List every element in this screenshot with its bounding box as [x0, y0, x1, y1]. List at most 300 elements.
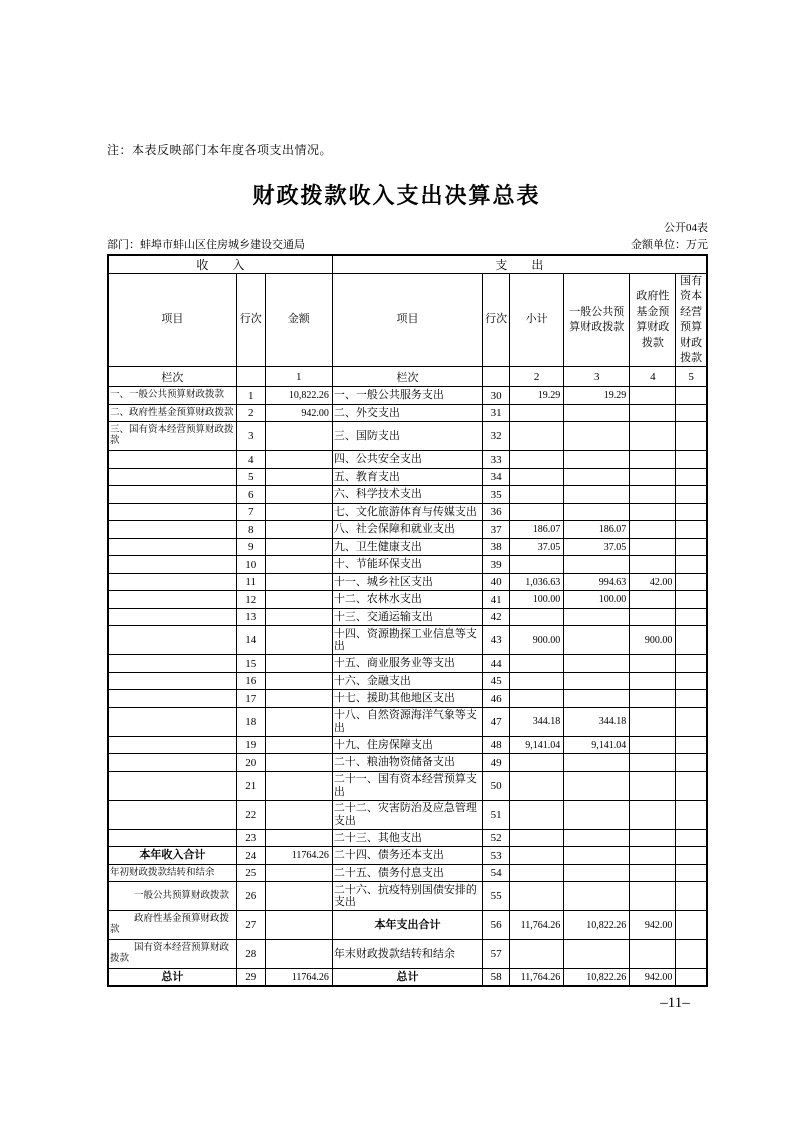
table-row	[108, 771, 707, 800]
table-row	[108, 690, 707, 708]
table-row	[108, 451, 707, 469]
income-item-cell: 三、国有资本经营预算财政拨款	[108, 422, 236, 451]
col-header-amount: 金额	[265, 274, 332, 367]
gov-fund-cell	[630, 451, 676, 469]
gov-fund-cell	[630, 655, 676, 673]
expense-line-no-cell: 40	[483, 573, 510, 591]
expense-line-no-cell: 47	[483, 707, 510, 736]
expense-item-cell: 十七、援助其他地区支出	[332, 690, 482, 708]
income-line-no-cell: 16	[236, 672, 265, 690]
general-budget-cell	[564, 882, 630, 911]
expense-line-no-cell: 44	[483, 655, 510, 673]
income-item-cell	[108, 591, 236, 609]
gov-fund-cell	[630, 771, 676, 800]
income-line-no-cell: 3	[236, 422, 265, 451]
expense-item-cell: 十五、商业服务业等支出	[332, 655, 482, 673]
expense-item-cell: 本年支出合计	[332, 911, 482, 940]
general-budget-cell: 994.63	[564, 573, 630, 591]
gov-fund-cell: 42.00	[630, 573, 676, 591]
income-line-no-cell: 13	[236, 608, 265, 626]
table-row	[108, 503, 707, 521]
col-header-gov-fund: 政府性基金预算财政拨款	[630, 274, 676, 367]
page-number: –11–	[660, 995, 690, 1011]
state-capital-cell	[676, 422, 707, 451]
gov-fund-cell	[630, 404, 676, 422]
income-line-no-cell: 12	[236, 591, 265, 609]
income-item-cell: 国有资本经营预算财政拨款	[108, 940, 236, 969]
expense-item-cell: 十八、自然资源海洋气象等支出	[332, 707, 482, 736]
income-item-cell: 一般公共预算财政拨款	[108, 882, 236, 911]
gov-fund-cell: 942.00	[630, 969, 676, 987]
general-budget-cell	[564, 754, 630, 772]
state-capital-cell	[676, 847, 707, 865]
state-capital-cell	[676, 940, 707, 969]
income-amount-cell	[265, 451, 332, 469]
col-header-subtotal: 小计	[510, 274, 564, 367]
income-amount-cell	[265, 591, 332, 609]
income-line-no-cell: 22	[236, 800, 265, 829]
income-item-cell	[108, 655, 236, 673]
expense-line-no-cell: 31	[483, 404, 510, 422]
gov-fund-cell	[630, 387, 676, 405]
general-budget-cell: 344.18	[564, 707, 630, 736]
subtotal-cell: 11,764.26	[510, 911, 564, 940]
expense-item-cell: 二十六、抗疫特别国债安排的支出	[332, 882, 482, 911]
department-label: 部门：蚌埠市蚌山区住房城乡建设交通局	[107, 239, 305, 251]
expense-line-no-cell: 30	[483, 387, 510, 405]
expense-line-no-cell: 42	[483, 608, 510, 626]
general-budget-cell	[564, 626, 630, 655]
income-amount-cell	[265, 468, 332, 486]
table-row	[108, 422, 707, 451]
expense-line-no-cell: 52	[483, 829, 510, 847]
col-header-expense-line: 行次	[483, 274, 510, 367]
expense-item-cell: 三、国防支出	[332, 422, 482, 451]
expense-line-no-cell: 41	[483, 591, 510, 609]
subtotal-cell	[510, 864, 564, 882]
table-body	[108, 387, 707, 987]
income-line-no-cell: 26	[236, 882, 265, 911]
income-item-cell	[108, 736, 236, 754]
income-amount-cell	[265, 736, 332, 754]
income-amount-cell: 10,822.26	[265, 387, 332, 405]
state-capital-cell	[676, 736, 707, 754]
state-capital-cell	[676, 608, 707, 626]
general-budget-cell	[564, 847, 630, 865]
state-capital-cell	[676, 754, 707, 772]
income-line-no-cell: 27	[236, 911, 265, 940]
expense-item-cell: 二、外交支出	[332, 404, 482, 422]
general-budget-cell: 100.00	[564, 591, 630, 609]
table-row	[108, 847, 707, 865]
expense-line-no-cell: 45	[483, 672, 510, 690]
state-capital-cell	[676, 655, 707, 673]
table-row	[108, 800, 707, 829]
subtotal-cell	[510, 556, 564, 574]
state-capital-cell	[676, 451, 707, 469]
general-budget-cell: 19.29	[564, 387, 630, 405]
lanci-expense-label: 栏次	[332, 367, 482, 387]
state-capital-cell	[676, 864, 707, 882]
column-header-row	[108, 274, 707, 367]
expense-line-no-cell: 51	[483, 800, 510, 829]
income-line-no-cell: 23	[236, 829, 265, 847]
expense-item-cell: 二十五、债务付息支出	[332, 864, 482, 882]
income-amount-cell	[265, 771, 332, 800]
income-section-header: 收 入	[108, 255, 332, 274]
expense-line-no-cell: 57	[483, 940, 510, 969]
general-budget-cell	[564, 800, 630, 829]
state-capital-cell	[676, 387, 707, 405]
expense-line-no-cell: 48	[483, 736, 510, 754]
expense-line-no-cell: 32	[483, 422, 510, 451]
income-item-cell	[108, 503, 236, 521]
gov-fund-cell	[630, 422, 676, 451]
income-line-no-cell: 6	[236, 486, 265, 504]
expense-line-no-cell: 55	[483, 882, 510, 911]
table-row	[108, 626, 707, 655]
income-line-no-cell: 17	[236, 690, 265, 708]
subtotal-cell	[510, 468, 564, 486]
state-capital-cell	[676, 771, 707, 800]
general-budget-cell	[564, 451, 630, 469]
income-amount-cell: 942.00	[265, 404, 332, 422]
expense-line-no-cell: 43	[483, 626, 510, 655]
state-capital-cell	[676, 556, 707, 574]
expense-item-cell: 二十四、债务还本支出	[332, 847, 482, 865]
general-budget-cell	[564, 940, 630, 969]
subtotal-cell: 11,764.26	[510, 969, 564, 987]
gov-fund-cell	[630, 672, 676, 690]
subtotal-cell	[510, 503, 564, 521]
expense-item-cell: 五、教育支出	[332, 468, 482, 486]
subtotal-cell	[510, 882, 564, 911]
expense-item-cell: 一、一般公共服务支出	[332, 387, 482, 405]
income-item-cell	[108, 521, 236, 539]
income-amount-cell	[265, 829, 332, 847]
income-item-cell	[108, 626, 236, 655]
gov-fund-cell	[630, 521, 676, 539]
state-capital-cell	[676, 468, 707, 486]
general-budget-cell	[564, 556, 630, 574]
lanci-expense-line-blank	[483, 367, 510, 387]
gov-fund-cell	[630, 608, 676, 626]
page-title: 财政拨款收入支出决算总表	[252, 183, 541, 208]
general-budget-cell	[564, 771, 630, 800]
section-header-row	[108, 255, 707, 274]
expense-item-cell: 二十二、灾害防治及应急管理支出	[332, 800, 482, 829]
income-amount-cell: 11764.26	[265, 969, 332, 987]
col-header-general-budget: 一般公共预算财政拨款	[564, 274, 630, 367]
income-amount-cell	[265, 503, 332, 521]
budget-summary-table	[107, 254, 708, 987]
gov-fund-cell	[630, 468, 676, 486]
state-capital-cell	[676, 882, 707, 911]
income-item-cell	[108, 556, 236, 574]
table-row	[108, 707, 707, 736]
subtotal-cell	[510, 847, 564, 865]
table-row	[108, 573, 707, 591]
gov-fund-cell: 900.00	[630, 626, 676, 655]
state-capital-cell	[676, 503, 707, 521]
income-line-no-cell: 14	[236, 626, 265, 655]
state-capital-cell	[676, 626, 707, 655]
expense-line-no-cell: 46	[483, 690, 510, 708]
income-item-cell: 本年收入合计	[108, 847, 236, 865]
state-capital-cell	[676, 707, 707, 736]
income-amount-cell	[265, 556, 332, 574]
expense-item-cell: 九、卫生健康支出	[332, 538, 482, 556]
expense-item-cell: 总计	[332, 969, 482, 987]
income-item-cell	[108, 690, 236, 708]
income-line-no-cell: 18	[236, 707, 265, 736]
table-code-label: 公开04表	[664, 222, 708, 234]
income-item-cell	[108, 538, 236, 556]
expense-line-no-cell: 54	[483, 864, 510, 882]
income-amount-cell	[265, 800, 332, 829]
expense-item-cell: 十一、城乡社区支出	[332, 573, 482, 591]
table-row	[108, 829, 707, 847]
gov-fund-cell	[630, 538, 676, 556]
income-item-cell	[108, 771, 236, 800]
gov-fund-cell	[630, 829, 676, 847]
subtotal-cell	[510, 829, 564, 847]
income-line-no-cell: 24	[236, 847, 265, 865]
expense-section-header: 支 出	[332, 255, 707, 274]
income-amount-cell	[265, 690, 332, 708]
table-row	[108, 911, 707, 940]
general-budget-cell	[564, 672, 630, 690]
gov-fund-cell	[630, 503, 676, 521]
lanci-income-label: 栏次	[108, 367, 236, 387]
income-amount-cell	[265, 882, 332, 911]
income-amount-cell	[265, 672, 332, 690]
subtotal-cell	[510, 486, 564, 504]
income-line-no-cell: 10	[236, 556, 265, 574]
expense-line-no-cell: 34	[483, 468, 510, 486]
income-amount-cell	[265, 573, 332, 591]
subtotal-cell: 100.00	[510, 591, 564, 609]
expense-item-cell: 十六、金融支出	[332, 672, 482, 690]
expense-line-no-cell: 53	[483, 847, 510, 865]
gov-fund-cell	[630, 940, 676, 969]
income-amount-cell	[265, 940, 332, 969]
table-row	[108, 591, 707, 609]
general-budget-cell	[564, 468, 630, 486]
expense-line-no-cell: 33	[483, 451, 510, 469]
expense-item-cell: 二十三、其他支出	[332, 829, 482, 847]
subtotal-cell	[510, 690, 564, 708]
table-row	[108, 556, 707, 574]
expense-line-no-cell: 56	[483, 911, 510, 940]
subtotal-cell: 37.05	[510, 538, 564, 556]
col-header-expense-item: 项目	[332, 274, 482, 367]
subtotal-cell: 19.29	[510, 387, 564, 405]
income-line-no-cell: 28	[236, 940, 265, 969]
income-item-cell	[108, 829, 236, 847]
general-budget-cell	[564, 690, 630, 708]
income-item-cell	[108, 672, 236, 690]
lanci-income-line-blank	[236, 367, 265, 387]
income-item-cell	[108, 754, 236, 772]
subtotal-cell	[510, 404, 564, 422]
gov-fund-cell: 942.00	[630, 911, 676, 940]
income-item-cell	[108, 608, 236, 626]
expense-item-cell: 年末财政拨款结转和结余	[332, 940, 482, 969]
unit-label: 金额单位：万元	[631, 239, 708, 251]
income-amount-cell	[265, 486, 332, 504]
expense-item-cell: 十二、农林水支出	[332, 591, 482, 609]
general-budget-cell: 10,822.26	[564, 969, 630, 987]
state-capital-cell	[676, 591, 707, 609]
expense-line-no-cell: 49	[483, 754, 510, 772]
general-budget-cell: 186.07	[564, 521, 630, 539]
income-amount-cell	[265, 422, 332, 451]
table-row	[108, 468, 707, 486]
income-amount-cell	[265, 655, 332, 673]
lanci-col-2: 2	[510, 367, 564, 387]
expense-item-cell: 七、文化旅游体育与传媒支出	[332, 503, 482, 521]
expense-line-no-cell: 38	[483, 538, 510, 556]
table-row	[108, 940, 707, 969]
expense-item-cell: 四、公共安全支出	[332, 451, 482, 469]
table-row	[108, 754, 707, 772]
subtotal-cell	[510, 771, 564, 800]
table-row	[108, 387, 707, 405]
gov-fund-cell	[630, 486, 676, 504]
note-text: 注：本表反映部门本年度各项支出情况。	[107, 143, 333, 157]
subtotal-cell	[510, 422, 564, 451]
income-item-cell	[108, 800, 236, 829]
income-line-no-cell: 11	[236, 573, 265, 591]
income-item-cell	[108, 468, 236, 486]
expense-item-cell: 十九、住房保障支出	[332, 736, 482, 754]
state-capital-cell	[676, 911, 707, 940]
table-row	[108, 736, 707, 754]
income-line-no-cell: 4	[236, 451, 265, 469]
income-item-cell	[108, 451, 236, 469]
income-line-no-cell: 1	[236, 387, 265, 405]
table-row	[108, 882, 707, 911]
table-row	[108, 655, 707, 673]
gov-fund-cell	[630, 800, 676, 829]
lanci-col-5: 5	[676, 367, 707, 387]
expense-line-no-cell: 58	[483, 969, 510, 987]
table-row	[108, 486, 707, 504]
column-index-row	[108, 367, 707, 387]
subtotal-cell: 9,141.04	[510, 736, 564, 754]
table-row	[108, 404, 707, 422]
gov-fund-cell	[630, 690, 676, 708]
general-budget-cell	[564, 829, 630, 847]
expense-item-cell: 六、科学技术支出	[332, 486, 482, 504]
income-line-no-cell: 2	[236, 404, 265, 422]
income-amount-cell	[265, 608, 332, 626]
income-amount-cell	[265, 626, 332, 655]
income-line-no-cell: 21	[236, 771, 265, 800]
subtotal-cell	[510, 754, 564, 772]
gov-fund-cell	[630, 736, 676, 754]
income-line-no-cell: 7	[236, 503, 265, 521]
expense-line-no-cell: 36	[483, 503, 510, 521]
state-capital-cell	[676, 538, 707, 556]
income-item-cell: 政府性基金预算财政拨款	[108, 911, 236, 940]
state-capital-cell	[676, 486, 707, 504]
income-line-no-cell: 15	[236, 655, 265, 673]
state-capital-cell	[676, 800, 707, 829]
income-amount-cell	[265, 521, 332, 539]
gov-fund-cell	[630, 591, 676, 609]
income-item-cell	[108, 573, 236, 591]
general-budget-cell	[564, 655, 630, 673]
expense-item-cell: 二十一、国有资本经营预算支出	[332, 771, 482, 800]
expense-line-no-cell: 37	[483, 521, 510, 539]
income-line-no-cell: 5	[236, 468, 265, 486]
general-budget-cell	[564, 486, 630, 504]
gov-fund-cell	[630, 754, 676, 772]
subtotal-cell: 186.07	[510, 521, 564, 539]
income-line-no-cell: 25	[236, 864, 265, 882]
general-budget-cell: 10,822.26	[564, 911, 630, 940]
table-row	[108, 538, 707, 556]
general-budget-cell: 9,141.04	[564, 736, 630, 754]
income-amount-cell: 11764.26	[265, 847, 332, 865]
income-item-cell: 年初财政拨款结转和结余	[108, 864, 236, 882]
subtotal-cell	[510, 608, 564, 626]
state-capital-cell	[676, 969, 707, 987]
col-header-income-line: 行次	[236, 274, 265, 367]
expense-item-cell: 十三、交通运输支出	[332, 608, 482, 626]
income-amount-cell	[265, 911, 332, 940]
income-line-no-cell: 20	[236, 754, 265, 772]
income-item-cell: 二、政府性基金预算财政拨款	[108, 404, 236, 422]
income-item-cell	[108, 707, 236, 736]
expense-line-no-cell: 35	[483, 486, 510, 504]
income-line-no-cell: 29	[236, 969, 265, 987]
subtotal-cell	[510, 451, 564, 469]
gov-fund-cell	[630, 882, 676, 911]
income-item-cell: 总计	[108, 969, 236, 987]
expense-item-cell: 十、节能环保支出	[332, 556, 482, 574]
gov-fund-cell	[630, 707, 676, 736]
income-line-no-cell: 8	[236, 521, 265, 539]
gov-fund-cell	[630, 847, 676, 865]
general-budget-cell	[564, 404, 630, 422]
meta-row	[107, 236, 708, 252]
income-item-cell: 一、一般公共预算财政拨款	[108, 387, 236, 405]
general-budget-cell	[564, 864, 630, 882]
subtotal-cell: 1,036.63	[510, 573, 564, 591]
table-row	[108, 969, 707, 987]
lanci-col-4: 4	[630, 367, 676, 387]
table-row	[108, 521, 707, 539]
state-capital-cell	[676, 829, 707, 847]
table-row	[108, 672, 707, 690]
income-line-no-cell: 9	[236, 538, 265, 556]
general-budget-cell: 37.05	[564, 538, 630, 556]
lanci-col-1: 1	[265, 367, 332, 387]
expense-item-cell: 十四、资源勘探工业信息等支出	[332, 626, 482, 655]
table-row	[108, 864, 707, 882]
state-capital-cell	[676, 690, 707, 708]
lanci-col-3: 3	[564, 367, 630, 387]
general-budget-cell	[564, 503, 630, 521]
expense-item-cell: 二十、粮油物资储备支出	[332, 754, 482, 772]
income-line-no-cell: 19	[236, 736, 265, 754]
gov-fund-cell	[630, 864, 676, 882]
income-item-cell	[108, 486, 236, 504]
income-amount-cell	[265, 538, 332, 556]
